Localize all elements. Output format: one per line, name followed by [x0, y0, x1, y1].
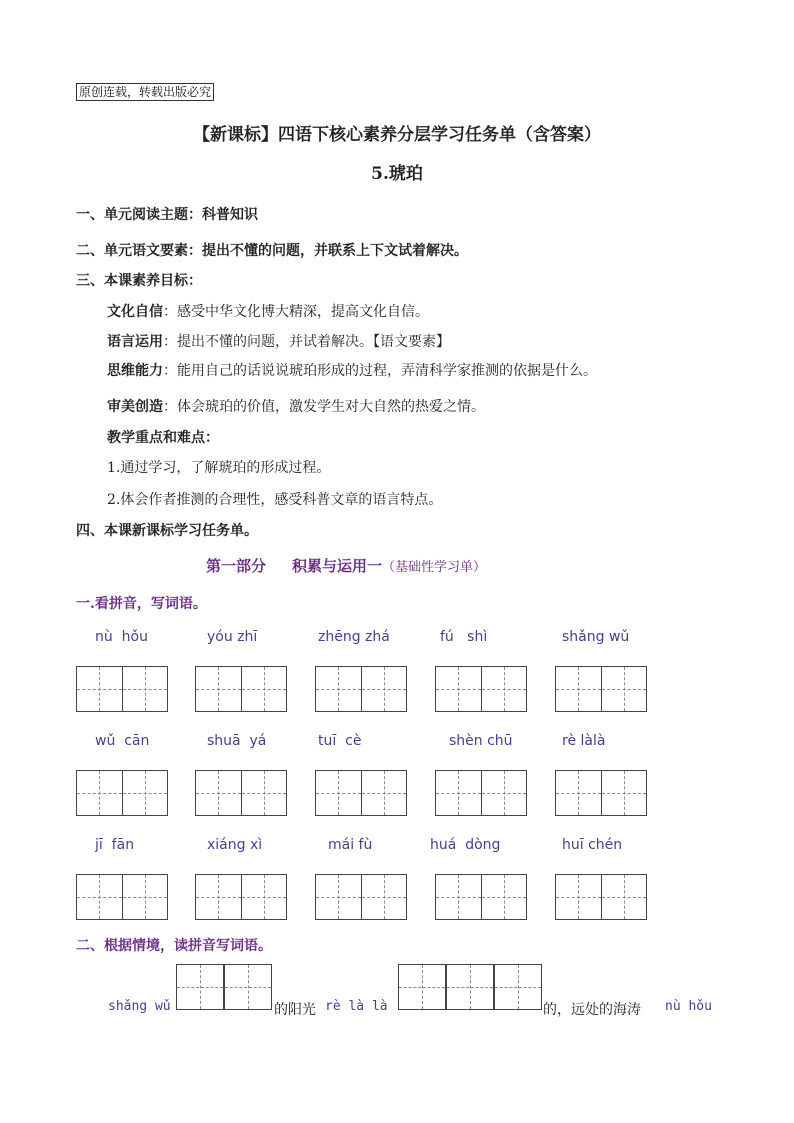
pinyin-r1-4: fú shì: [440, 629, 488, 645]
goal-aesthetic: [107, 396, 485, 416]
part-number: 第一部分: [206, 557, 267, 575]
answer-box-r2-5[interactable]: [555, 770, 647, 816]
answer-box-r2-1[interactable]: [76, 770, 168, 816]
lesson-title: 5.琥珀: [371, 164, 423, 184]
key-point-1: 1.通过学习，了解琥珀的形成过程。: [107, 460, 331, 476]
answer-box-r3-1[interactable]: [76, 874, 168, 920]
section-4: 四、本课新课标学习任务单。: [76, 523, 258, 539]
part-type: （基础性学习单）: [382, 560, 487, 575]
context-box-2c[interactable]: [494, 964, 542, 1010]
pinyin-r2-4: shèn chū: [449, 733, 513, 749]
pinyin-r3-5: huī chén: [562, 837, 623, 853]
answer-box-r2-2[interactable]: [195, 770, 287, 816]
page-title: 【新课标】四语下核心素养分层学习任务单（含答案）: [193, 125, 601, 145]
pinyin-r2-2: shuā yá: [207, 733, 267, 749]
pinyin-r3-3: mái fù: [328, 837, 373, 853]
answer-box-r3-3[interactable]: [315, 874, 407, 920]
goal-language-label: 语言运用: [107, 334, 163, 350]
answer-box-r3-2[interactable]: [195, 874, 287, 920]
context-pinyin-1: shǎng wǔ: [108, 999, 171, 1014]
pinyin-r3-4: huá dòng: [430, 837, 501, 853]
goal-language-text: ：提出不懂的问题，并试着解决。【语文要素】: [163, 334, 450, 350]
answer-box-r1-1[interactable]: [76, 666, 168, 712]
pinyin-r3-2: xiáng xì: [207, 837, 263, 853]
goal-thinking: [107, 360, 597, 380]
answer-box-r2-4[interactable]: [435, 770, 527, 816]
pinyin-r1-2: yóu zhī: [207, 629, 258, 645]
section-1: 一、单元阅读主题：科普知识: [76, 207, 258, 223]
goal-culture-label: 文化自信: [107, 304, 163, 320]
section-2: 二、单元语文要素：提出不懂的问题，并联系上下文试着解决。: [76, 243, 468, 259]
answer-box-r1-4[interactable]: [435, 666, 527, 712]
context-text-2: 的，远处的海涛: [543, 1002, 641, 1018]
exercise-1-title: 一.看拼音，写词语。: [76, 596, 207, 612]
exercise-2-title: 二、根据情境，读拼音写词语。: [76, 938, 272, 954]
answer-box-r1-2[interactable]: [195, 666, 287, 712]
copyright-stamp: 原创连载，转载出版必究: [76, 83, 214, 101]
goal-aesthetic-label: 审美创造: [107, 399, 163, 415]
pinyin-r2-3: tuī cè: [318, 733, 362, 749]
context-text-1: 的阳光: [274, 1002, 316, 1018]
section-3: 三、本课素养目标：: [76, 273, 202, 289]
goal-aesthetic-text: ：体会琥珀的价值，激发学生对大自然的热爱之情。: [163, 399, 485, 415]
answer-box-r1-3[interactable]: [315, 666, 407, 712]
pinyin-r2-1: wǔ cān: [95, 733, 150, 749]
answer-box-r2-3[interactable]: [315, 770, 407, 816]
key-points-label: 教学重点和难点：: [107, 430, 219, 446]
context-box-1a[interactable]: [176, 964, 224, 1010]
pinyin-r1-3: zhēng zhá: [318, 629, 390, 645]
context-box-2b[interactable]: [446, 964, 494, 1010]
goal-language: [107, 331, 450, 351]
pinyin-r1-5: shǎng wǔ: [562, 629, 630, 645]
answer-box-r3-5[interactable]: [555, 874, 647, 920]
goal-culture: [107, 301, 429, 321]
pinyin-r3-1: jī fān: [95, 837, 135, 853]
answer-box-r3-4[interactable]: [435, 874, 527, 920]
context-box-1b[interactable]: [224, 964, 272, 1010]
pinyin-r1-1: nù hǒu: [95, 629, 148, 645]
goal-culture-text: ：感受中华文化博大精深，提高文化自信。: [163, 304, 429, 320]
pinyin-r2-5: rè làlà: [562, 733, 606, 749]
context-pinyin-2: rè là là: [325, 999, 388, 1014]
key-point-2: 2.体会作者推测的合理性，感受科普文章的语言特点。: [107, 492, 443, 508]
answer-box-r1-5[interactable]: [555, 666, 647, 712]
part-heading: [206, 555, 486, 576]
context-box-2a[interactable]: [398, 964, 446, 1010]
context-pinyin-3: nù hǒu: [665, 999, 712, 1014]
part-name: 积累与运用一: [292, 557, 383, 575]
goal-thinking-label: 思维能力: [107, 363, 163, 379]
goal-thinking-text: ：能用自己的话说说琥珀形成的过程，弄清科学家推测的依据是什么。: [163, 363, 597, 379]
